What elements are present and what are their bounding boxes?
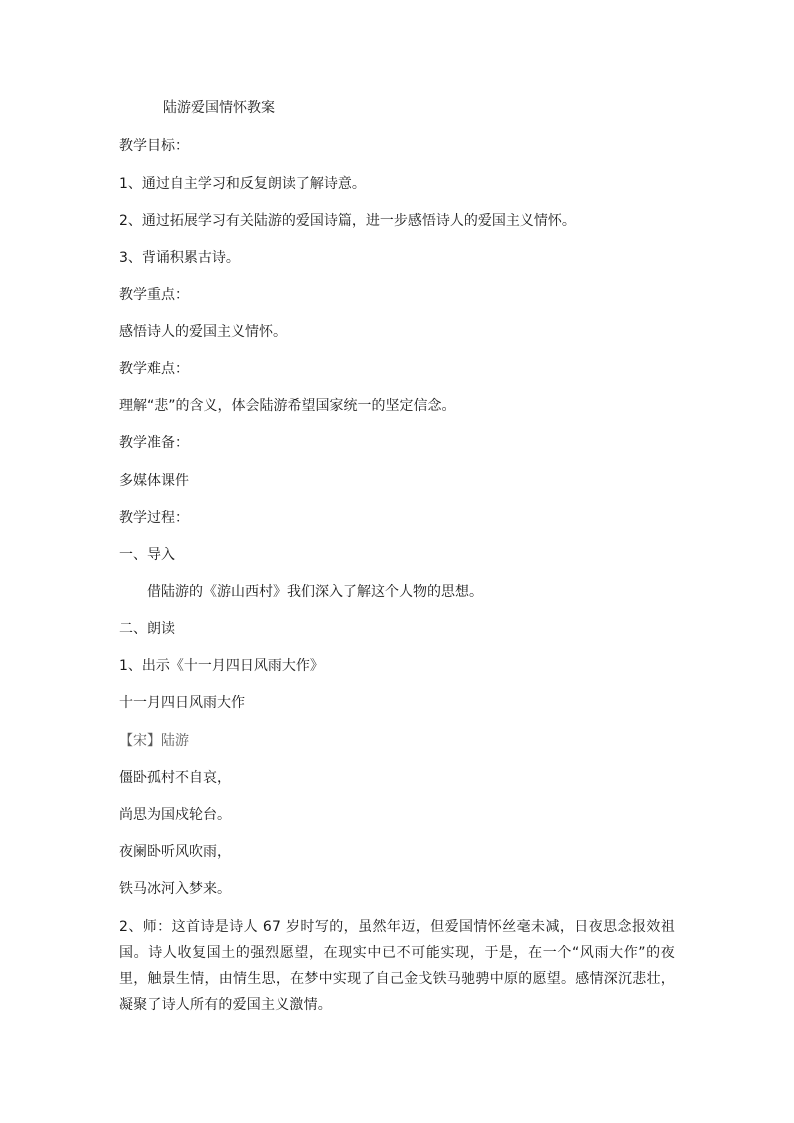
difficulty-text: 理解“悲”的含义，体会陆游希望国家统一的坚定信念。 xyxy=(119,398,456,414)
step-two-paragraph: 2、师：这首诗是诗人 67 岁时写的，虽然年迈，但爱国情怀丝毫未减，日夜思念报效祖国。诗人收复国土的强烈愿望，在现实中已不可能实现，于是，在一个“风雨大作”的夜里，触景生情，由情生思，在梦中实现了自己金戈铁马驰骋中原的愿望。感情深沉悲壮，凝聚了诗人所有的爱国主义激情。 xyxy=(119,919,675,1013)
focus-heading: 教学重点： xyxy=(119,287,189,303)
prep-heading: 教学准备： xyxy=(119,435,189,451)
goal-item: 3、背诵积累古诗。 xyxy=(119,250,240,266)
goal-item: 2、通过拓展学习有关陆游的爱国诗篇，进一步感悟诗人的爱国主义情怀。 xyxy=(119,213,576,229)
poem-line: 夜阑卧听风吹雨， xyxy=(119,844,231,860)
intro-text: 借陆游的《游山西村》我们深入了解这个人物的思想。 xyxy=(147,584,483,600)
section-heading-intro: 一、导入 xyxy=(119,547,175,563)
poem-line: 铁马冰河入梦来。 xyxy=(119,881,231,897)
prep-text: 多媒体课件 xyxy=(119,473,189,489)
goal-item: 1、通过自主学习和反复朗读了解诗意。 xyxy=(119,176,366,192)
poem-title: 十一月四日风雨大作 xyxy=(119,695,245,711)
section-heading-reading: 二、朗读 xyxy=(119,621,175,637)
step-one: 1、出示《十一月四日风雨大作》 xyxy=(119,658,324,674)
poem-line: 僵卧孤村不自哀， xyxy=(119,770,231,786)
poem-author: 【宋】陆游 xyxy=(119,733,189,749)
poem-line: 尚思为国戍轮台。 xyxy=(119,807,231,823)
goals-heading: 教学目标： xyxy=(119,138,189,154)
process-heading: 教学过程： xyxy=(119,510,189,526)
focus-text: 感悟诗人的爱国主义情怀。 xyxy=(119,324,287,340)
difficulty-heading: 教学难点： xyxy=(119,361,189,377)
page-title: 陆游爱国情怀教案 xyxy=(163,100,275,116)
